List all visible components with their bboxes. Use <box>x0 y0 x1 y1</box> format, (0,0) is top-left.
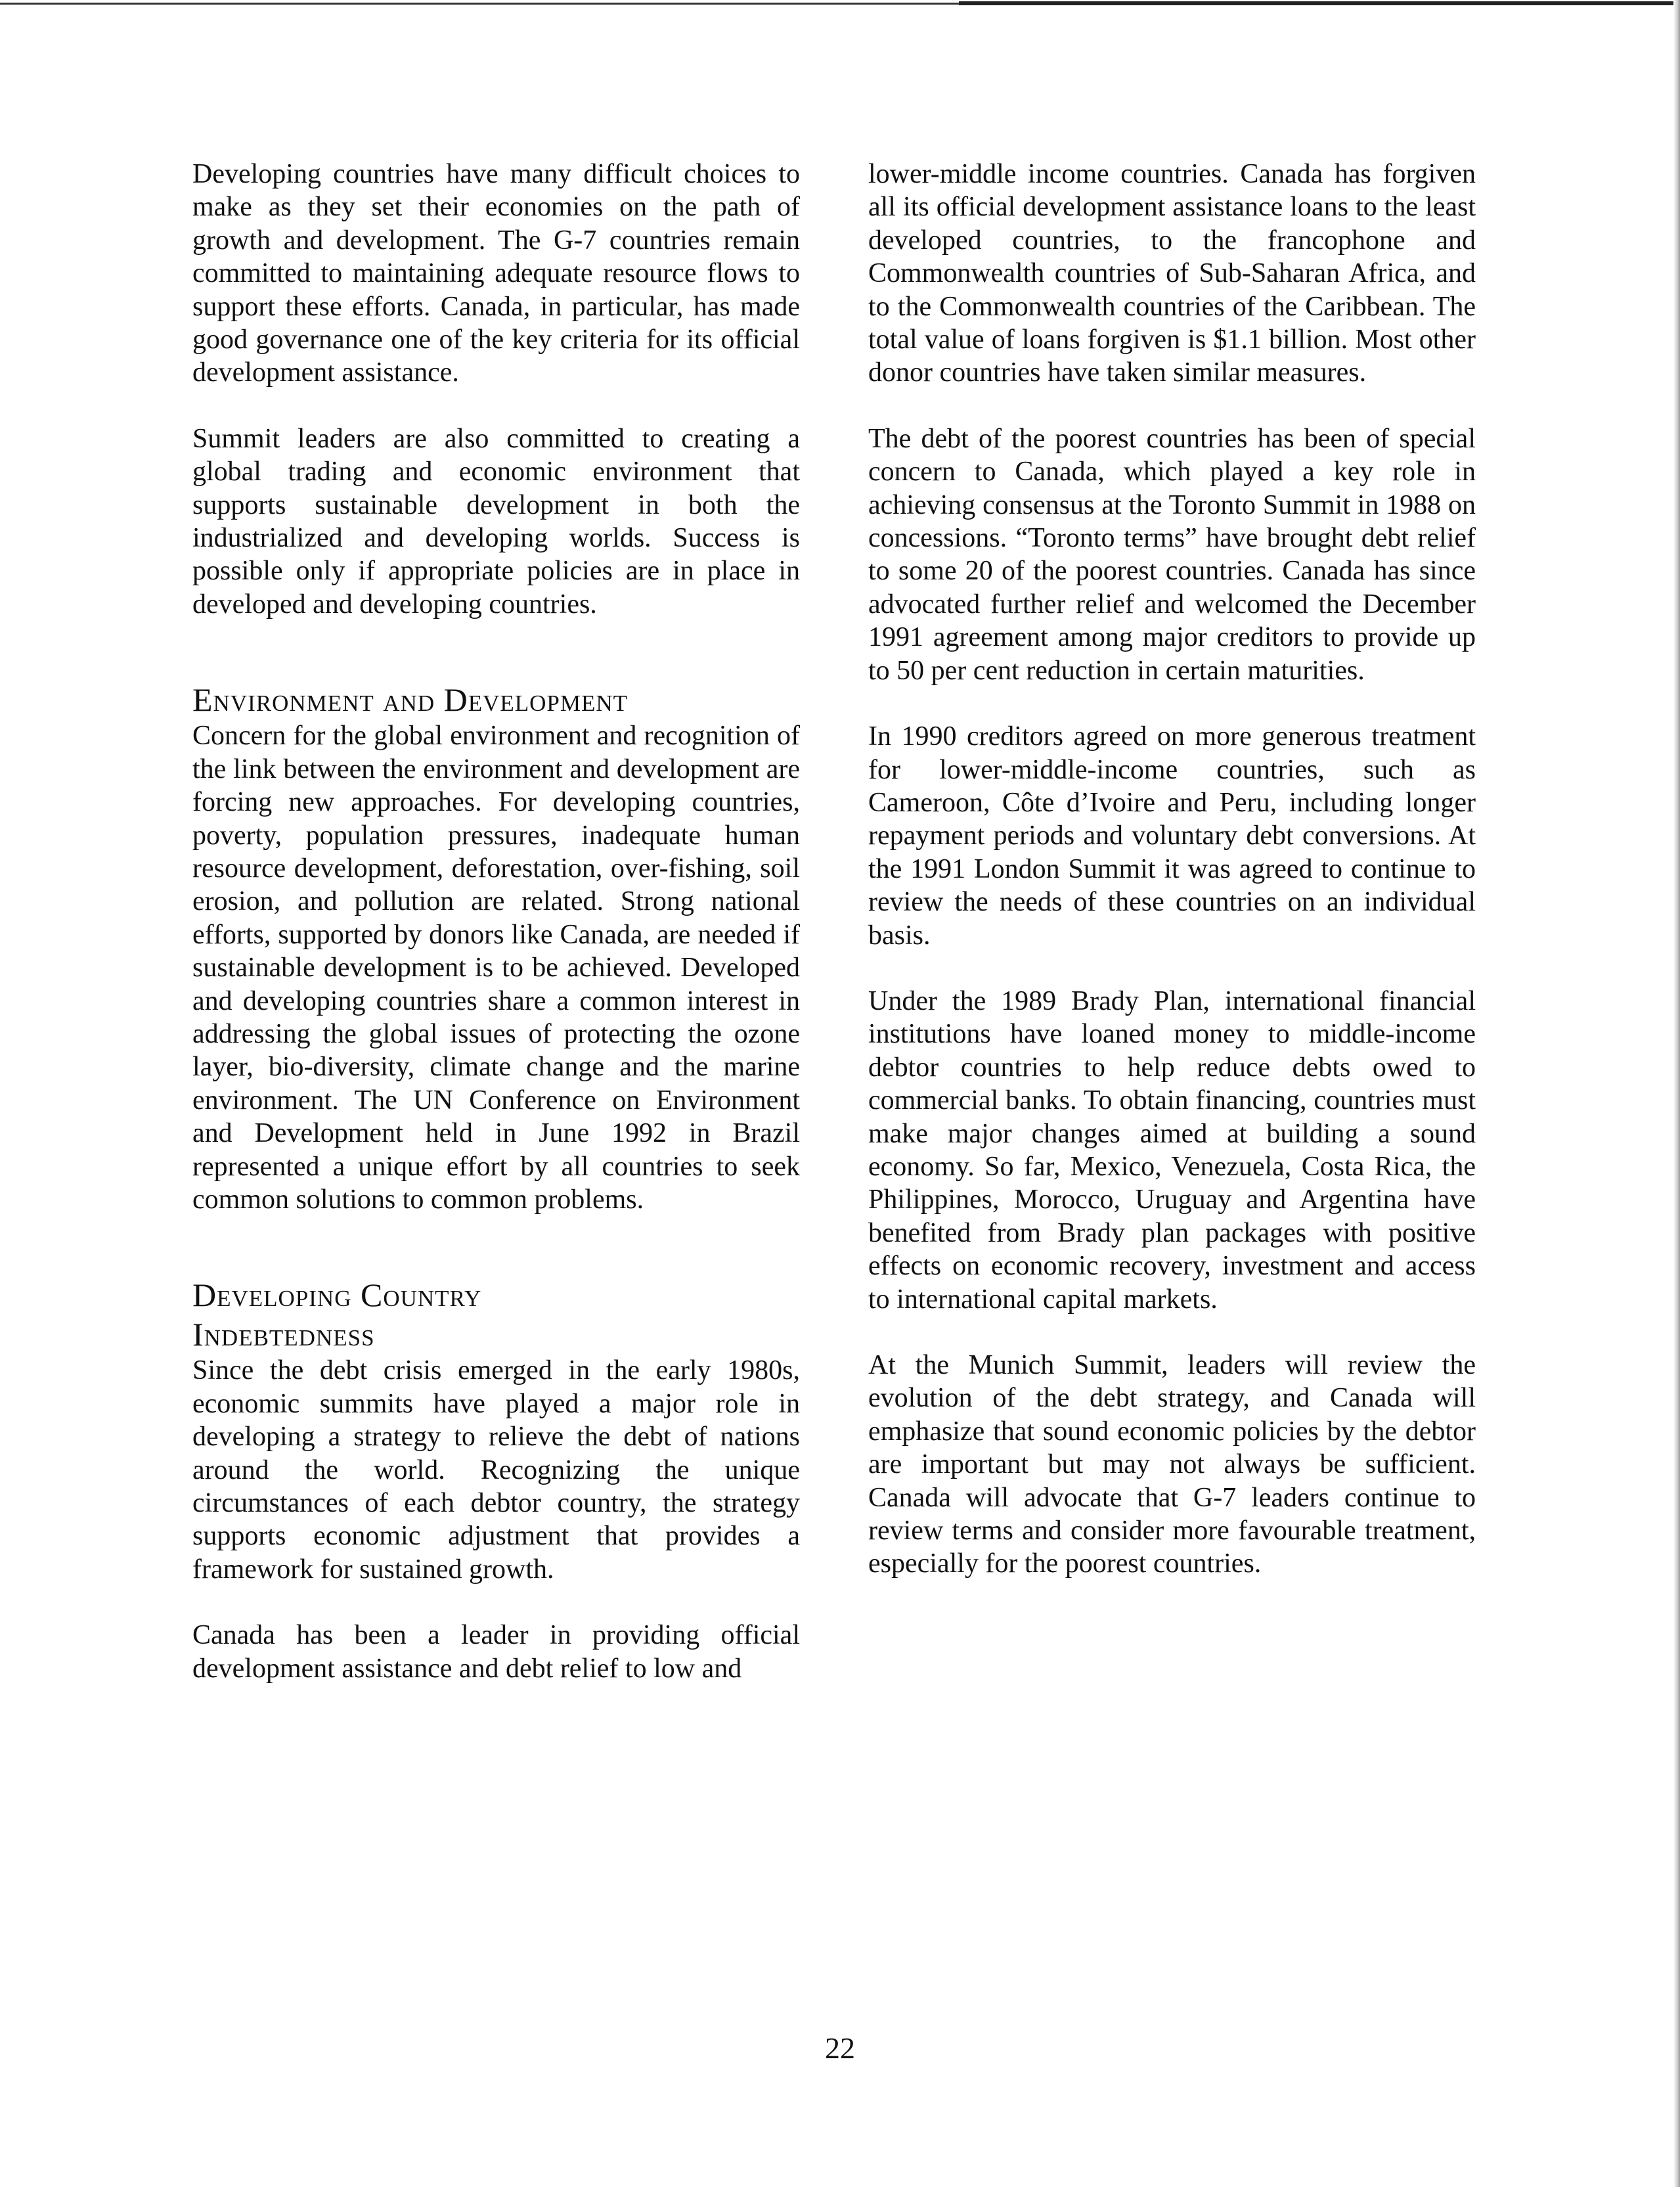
section-indebtedness <box>192 1275 800 1354</box>
heading-developing-country: Developing Country <box>192 1276 482 1314</box>
top-scan-rule-thick <box>959 1 1680 5</box>
page-number: 22 <box>825 2031 855 2065</box>
right-column <box>868 158 1476 1581</box>
paragraph-summit-commitment: Summit leaders are also committed to creating a global trading and economic environment that supports sustainable development in both the industrialized and developing worlds. Success is possible only if appropriate policies are in place in developed and developing countries. <box>192 423 800 620</box>
paragraph-1990-creditors: In 1990 creditors agreed on more generous treatment for lower-middle-income countries, such as Cameroon, Côte d’Ivoire and Peru, including longer repayment periods and voluntary debt conversions. At the 1991 London Summit it was agreed to continue to review the needs of these countries on an individual basis. <box>868 721 1476 951</box>
paragraph-loans-forgiven: lower-middle income countries. Canada has forgiven all its official development assistance loans to the least developed countries, to the francophone and Commonwealth countries of Sub-Saharan Africa, and to the Commonwealth countries of the Caribbean. The total value of loans forgiven is $1.1 billion. Most other donor countries have taken similar measures. <box>868 159 1476 388</box>
section-environment <box>192 680 800 719</box>
left-column <box>192 158 800 1685</box>
heading-indebtedness: Indebtedness <box>192 1316 375 1353</box>
scan-edge-shadow <box>1673 0 1680 2187</box>
heading-environment-development: Environment and Development <box>192 681 629 719</box>
paragraph-developing-choices: Developing countries have many difficult choices to make as they set their economies on the path of growth and development. The G-7 countries remain committed to maintaining adequate resource flows to support these efforts. Canada, in particular, has made good governance one of the key criteria for its official development assistance. <box>192 159 800 388</box>
paragraph-debt-crisis: Since the debt crisis emerged in the early 1980s, economic summits have played a major role in developing a strategy to relieve the debt of nations around the world. Recognizing the unique circumstances of each debtor country, the strategy supports economic adjustment that provides a framework for sustained growth. <box>192 1355 800 1585</box>
paragraph-canada-leader: Canada has been a leader in providing official development assistance and debt relief to low and <box>192 1620 800 1684</box>
paragraph-environment: Concern for the global environment and recognition of the link between the environment and development are forcing new approaches. For developing countries, poverty, population pressures, inadequate human resource development, deforestation, over-fishing, soil erosion, and pollution are related. Strong national efforts, supported by donors like Canada, are needed if sustainable development is to be achieved. Developed and developing countries share a common interest in addressing the global issues of protecting the ozone layer, bio-diversity, climate change and the marine environment. The UN Conference on Environment and Development held in June 1992 in Brazil represented a unique effort by all countries to seek common solutions to common problems. <box>192 721 800 1215</box>
paragraph-toronto-terms: The debt of the poorest countries has been of special concern to Canada, which played a key role in achieving consensus at the Toronto Summit in 1988 on concessions. “Toronto terms” have brought debt relief to some 20 of the poorest countries. Canada has since advocated further relief and welcomed the December 1991 agreement among major creditors to provide up to 50 per cent reduction in certain maturities. <box>868 423 1476 686</box>
paragraph-munich-summit: At the Munich Summit, leaders will review the evolution of the debt strategy, and Canada will emphasize that sound economic policies by the debtor are important but may not always be sufficient. Canada will advocate that G-7 leaders continue to review terms and consider more favourable treatment, especially for the poorest countries. <box>868 1350 1476 1579</box>
paragraph-brady-plan: Under the 1989 Brady Plan, international financial institutions have loaned money to middle-income debtor countries to help reduce debts owed to commercial banks. To obtain financing, countries must make major changes aimed at building a sound economy. So far, Mexico, Venezuela, Costa Rica, the Philippines, Morocco, Uruguay and Argentina have benefited from Brady plan packages with positive effects on economic recovery, investment and access to international capital markets. <box>868 985 1476 1315</box>
